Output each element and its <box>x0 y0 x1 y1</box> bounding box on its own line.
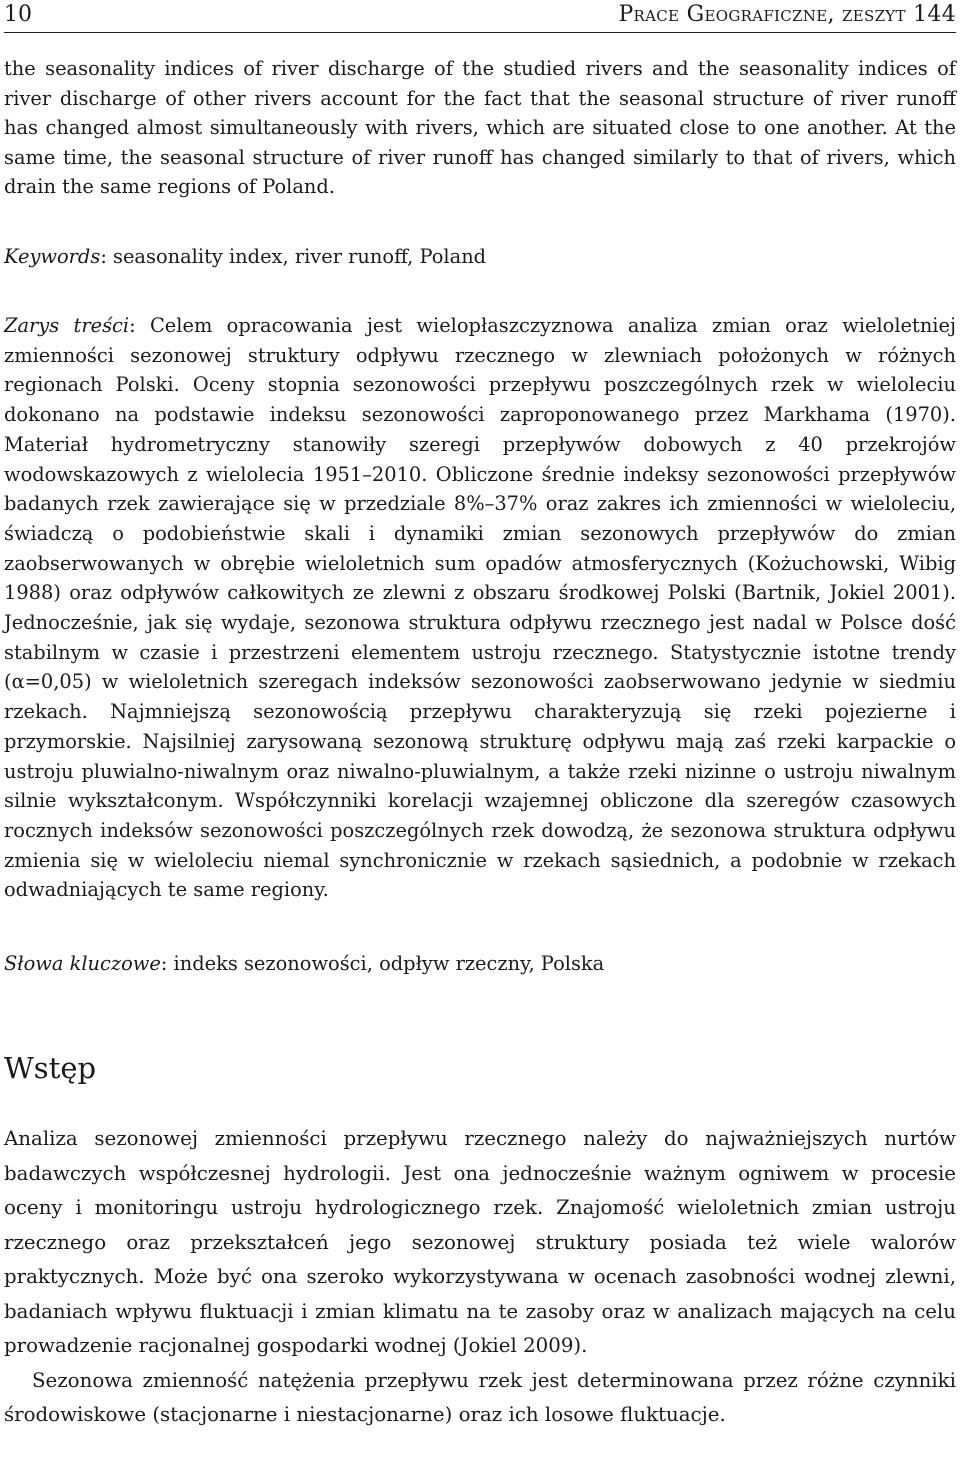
journal-title: Prace Geograficzne, zeszyt 144 <box>618 2 956 27</box>
page-number: 10 <box>4 2 32 27</box>
abstract-polish-label: Zarys treści <box>4 314 130 337</box>
introduction-paragraph-2: Sezonowa zmienność natężenia przepływu rzek jest determinowana przez różne czynniki środowiskowe (stacjonarne i niestacjonarne) oraz ich losowe fluktuacje. <box>4 1368 956 1426</box>
running-header <box>4 0 956 33</box>
keywords-english-label: Keywords <box>4 245 101 268</box>
section-heading: Wstęp <box>4 1051 97 1085</box>
abstract-polish <box>4 311 956 905</box>
keywords-polish-label: Słowa kluczowe <box>4 952 161 975</box>
keywords-polish <box>4 949 956 979</box>
introduction-body <box>4 1122 956 1433</box>
keywords-english-text: : seasonality index, river runoff, Poland <box>100 245 487 268</box>
introduction-paragraph-1: Analiza sezonowej zmienności przepływu rzecznego należy do najważniejszych nurtów badawczych współczesnej hydrologii. Jest ona jednocześnie ważnym ogniwem w procesie oceny i monitoringu ustroju hydrologicznego rzek. Znajomość wieloletnich zmian ustroju rzecznego oraz przekształceń jego sezonowej struktury posiada też wiele walorów praktycznych. Może być ona szeroko wykorzystywana w ocenach zasobności wodnej zlewni, badaniach wpływu fluktuacji i zmian klimatu na te zasoby oraz w analizach mających na celu prowadzenie racjonalnej gospodarki wodnej (Jokiel 2009). <box>4 1127 956 1357</box>
abstract-english: the seasonality indices of river discharge of the studied rivers and the seasonality indices of river discharge of other rivers account for the fact that the seasonal structure of river runoff has changed almost simultaneously with rivers, which are situated close to one another. At the same time, the seasonal structure of river runoff has changed similarly to that of rivers, which drain the same regions of Poland. <box>4 57 956 198</box>
keywords-polish-text: : indeks sezonowości, odpływ rzeczny, Polska <box>160 952 605 975</box>
abstract-polish-text: : Celem opracowania jest wielopłaszczyznowa analiza zmian oraz wieloletniej zmienności sezonowej struktury odpływu rzecznego w zlewniach położonych w różnych regionach Polski. Oceny stopnia sezonowości przepływu poszczególnych rzek w wieloleciu dokonano na podstawie indeksu sezonowości zaproponowanego przez Markhama (1970). Materiał hydrometryczny stanowiły szeregi przepływów dobowych z 40 przekrojów wodowskazowych z wielolecia 1951–2010. Obliczone średnie indeksy sezonowości przepływów badanych rzek zawierające się w przedziale 8%–37% oraz zakres ich zmienności w wieloleciu, świadczą o podobieństwie skali i dynamiki zmian sezonowych przepływów do zmian zaobserwowanych w obrębie wieloletnich sum opadów atmosferycznych (Kożuchowski, Wibig 1988) oraz odpływów całkowitych ze zlewni z obszaru środkowej Polski (Bartnik, Jokiel 2001). Jednocześnie, jak się wydaje, sezonowa struktura odpływu rzecznego jest nadal w Polsce dość stabilnym w czasie i przestrzeni elementem ustroju rzecznego. Statystycznie istotne trendy (α=0,05) w wieloletnich szeregach indeksów sezonowości zaobserwowano jedynie w siedmiu rzekach. Najmniejszą sezonowością przepływu charakteryzują się rzeki pojezierne i przymorskie. Najsilniej zarysowaną sezonową strukturę odpływu mają zaś rzeki karpackie o ustroju pluwialno-niwalnym oraz niwalno-pluwialnym, a także rzeki nizinne o ustroju niwalnym silnie wykształconym. Współczynniki korelacji wzajemnej obliczone dla szeregów czasowych rocznych indeksów sezonowości poszczególnych rzek dowodzą, że sezonowa struktura odpływu zmienia się w wieloleciu niemal synchronicznie w rzekach sąsiednich, a podobnie w rzekach odwadniających te same regiony. <box>4 314 956 902</box>
keywords-english <box>4 242 956 272</box>
